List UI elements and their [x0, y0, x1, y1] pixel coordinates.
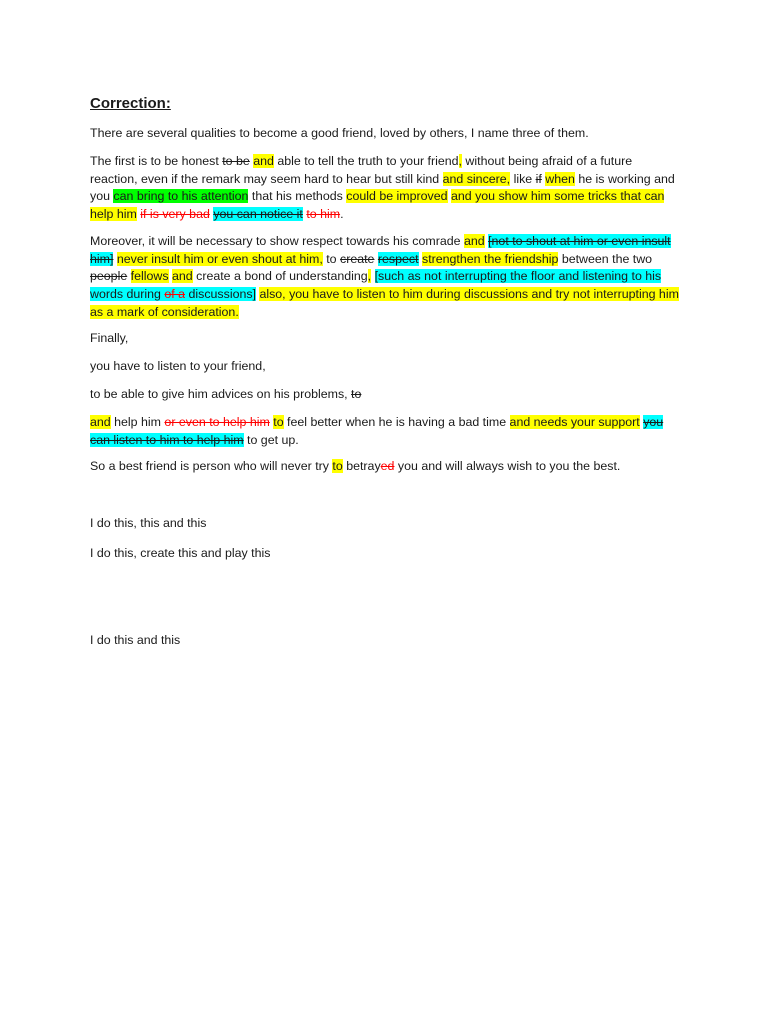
- text-run: create: [340, 251, 375, 266]
- text-run: when: [545, 171, 575, 186]
- text-run: to him: [306, 207, 341, 222]
- text-run: if is very bad: [140, 207, 210, 222]
- text-run: feel better when he is having a bad time: [283, 415, 510, 429]
- intro-paragraph: There are several qualities to become a good friend, loved by others, I name three of them.: [90, 126, 589, 140]
- text-run: So a best friend is person who will never try: [90, 459, 333, 473]
- text-run: or even to help him: [164, 415, 270, 429]
- text-run: to: [322, 251, 341, 266]
- text-run: able to tell the truth to your friend: [273, 154, 459, 168]
- paragraph-advice: [90, 386, 680, 404]
- text-run: if: [535, 171, 542, 186]
- text-run: to get up.: [243, 432, 299, 447]
- text-run: discussions]: [185, 287, 256, 302]
- text-run: and: [90, 415, 111, 429]
- text-run: and sincere,: [442, 171, 511, 186]
- text-run: to: [351, 387, 362, 401]
- paragraph-note-3: I do this and this: [90, 633, 181, 647]
- paragraph-note-1: I do this, this and this: [90, 516, 207, 530]
- text-run: help him: [110, 415, 165, 429]
- text-run: ,: [458, 154, 462, 168]
- text-run: also, you have to listen to him during discussions and try not interrupting him as a mark of consideration.: [90, 287, 679, 319]
- text-run: you can notice it: [213, 207, 303, 222]
- paragraph-finally: Finally,: [90, 331, 129, 345]
- text-run: respect: [377, 251, 419, 266]
- text-run: he is working and you: [90, 171, 675, 204]
- text-run: create a bond of understanding: [192, 269, 368, 284]
- text-run: [such as not interrupting the floor and listening to his words during: [90, 269, 662, 302]
- text-run: to be able to give him advices on his problems,: [90, 387, 352, 401]
- text-run: like: [510, 171, 536, 186]
- text-run: [not to shout at him or even insult him]: [90, 234, 671, 266]
- text-run: strengthen the friendship: [422, 251, 559, 266]
- paragraph-conclusion: [90, 458, 680, 476]
- text-run: and: [172, 269, 193, 284]
- document-page: [90, 0, 680, 1024]
- text-run: and: [253, 154, 274, 168]
- text-run: without being afraid of a future reaction, even if the remark may seem hard to hear but still kind: [90, 154, 633, 186]
- text-run: and you show him some tricks that can help him: [90, 189, 665, 222]
- paragraph-respect: [90, 233, 680, 322]
- text-run: could be improved: [346, 189, 448, 204]
- text-run: to: [273, 415, 284, 429]
- text-run: ed: [380, 459, 395, 473]
- text-run: Moreover, it will be necessary to show respect towards his comrade: [90, 234, 464, 248]
- paragraph-honesty: [90, 153, 680, 224]
- text-run: to be: [222, 154, 250, 168]
- text-run: can bring to his attention: [113, 189, 249, 204]
- text-run: betray: [342, 459, 381, 473]
- text-run: that his methods: [248, 189, 347, 204]
- text-run: fellows: [130, 269, 169, 284]
- paragraph-help: [90, 414, 680, 449]
- text-run: ,: [367, 269, 372, 284]
- page-title: Correction:: [90, 95, 171, 112]
- text-run: The first is to be honest: [90, 154, 223, 168]
- text-run: people: [90, 269, 128, 284]
- text-run: never insult him or even shout at him,: [116, 251, 323, 266]
- text-run: you can listen to him to help him: [90, 415, 664, 447]
- paragraph-note-2: I do this, create this and play this: [90, 546, 271, 560]
- text-run: and: [463, 234, 485, 248]
- text-run: .: [340, 207, 344, 222]
- paragraph-listen: you have to listen to your friend,: [90, 359, 266, 373]
- text-run: you and will always wish to you the best.: [394, 459, 621, 473]
- text-run: to: [332, 459, 343, 473]
- text-run: and needs your support: [509, 415, 640, 429]
- text-run: of a: [164, 287, 186, 302]
- text-run: between the two: [558, 251, 653, 266]
